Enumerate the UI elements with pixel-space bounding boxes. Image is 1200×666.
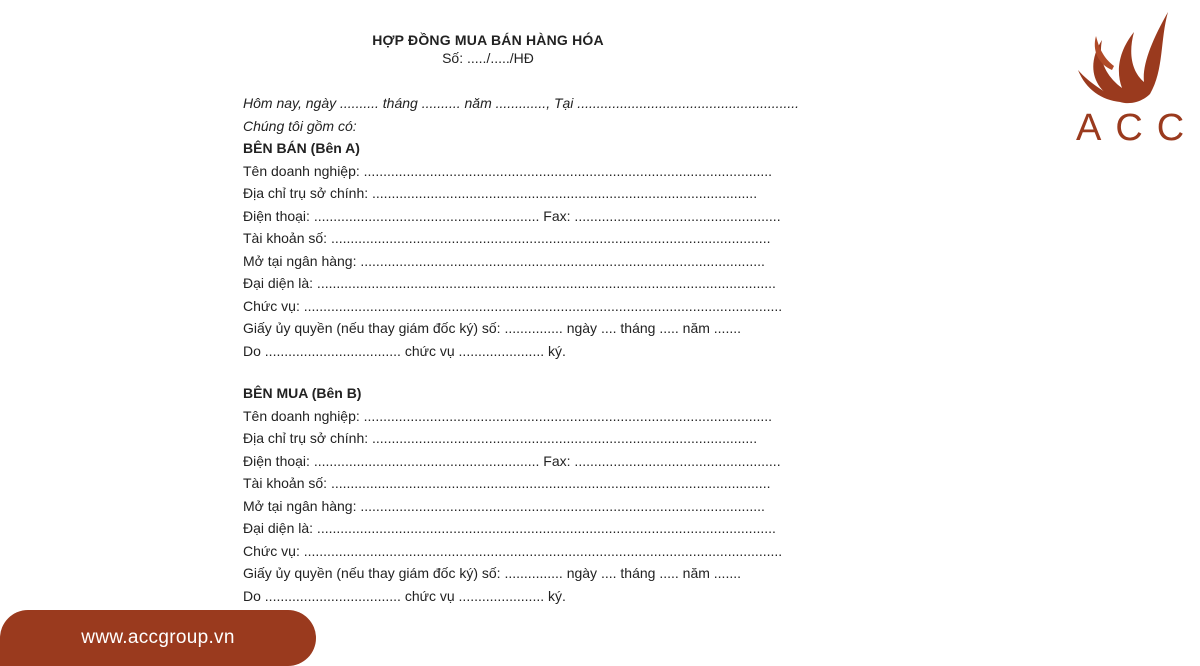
contract-document (243, 32, 933, 607)
party-a-representative: Đại diện là: ...................................................................................................................... (243, 275, 776, 291)
party-a-phone-fax: Điện thoại: .......................................................... Fax: ..................................................... (243, 207, 781, 224)
party-b-representative: Đại diện là: ...................................................................................................................... (243, 520, 776, 536)
party-a-issued-by: Do ................................... chức vụ ...................... ký. (243, 342, 566, 359)
intro-section (243, 92, 933, 137)
party-a-company-name: Tên doanh nghiệp: ......................................................................................................... (243, 162, 773, 179)
party-b-position: Chức vụ: ........................................................................................................................... (243, 542, 783, 559)
party-b-section (243, 382, 933, 607)
intro-date-line: Hôm nay, ngày .......... tháng .......... năm ............., Tại ......................................................... (243, 95, 800, 111)
website-link[interactable]: www.accgroup.vn (81, 627, 235, 648)
party-b-company-name: Tên doanh nghiệp: ......................................................................................................... (243, 407, 773, 424)
party-b-phone-fax: Điện thoại: .......................................................... Fax: ..................................................... (243, 452, 781, 469)
party-b-bank: Mở tại ngân hàng: ........................................................................................................ (243, 497, 765, 514)
party-a-position: Chức vụ: ........................................................................................................................... (243, 297, 783, 314)
party-a-heading: BÊN BÁN (Bên A) (243, 140, 360, 156)
website-badge[interactable] (0, 610, 316, 666)
party-a-account: Tài khoản số: ................................................................................................................. (243, 230, 771, 246)
party-b-heading: BÊN MUA (Bên B) (243, 385, 362, 401)
party-a-head-office: Địa chỉ trụ sở chính: ................................................................................................... (243, 185, 758, 201)
intro-parties-line: Chúng tôi gồm có: (243, 117, 357, 134)
party-b-head-office: Địa chỉ trụ sở chính: ................................................................................................... (243, 430, 758, 446)
section-spacer (243, 362, 933, 382)
party-b-issued-by: Do ................................... chức vụ ...................... ký. (243, 587, 566, 604)
party-a-authorization: Giấy ủy quyền (nếu thay giám đốc ký) số: ............... ngày .... tháng ..... năm ....... (243, 320, 742, 336)
party-b-authorization: Giấy ủy quyền (nếu thay giám đốc ký) số: ............... ngày .... tháng ..... năm ....... (243, 565, 742, 581)
party-b-account: Tài khoản số: ................................................................................................................. (243, 475, 771, 491)
contract-number: Số: ...../...../HĐ (442, 50, 534, 66)
logo-text: ACC (1076, 107, 1199, 149)
party-a-section (243, 137, 933, 362)
contract-title: HỢP ĐỒNG MUA BÁN HÀNG HÓA (372, 32, 604, 48)
party-a-bank: Mở tại ngân hàng: ........................................................................................................ (243, 252, 765, 269)
